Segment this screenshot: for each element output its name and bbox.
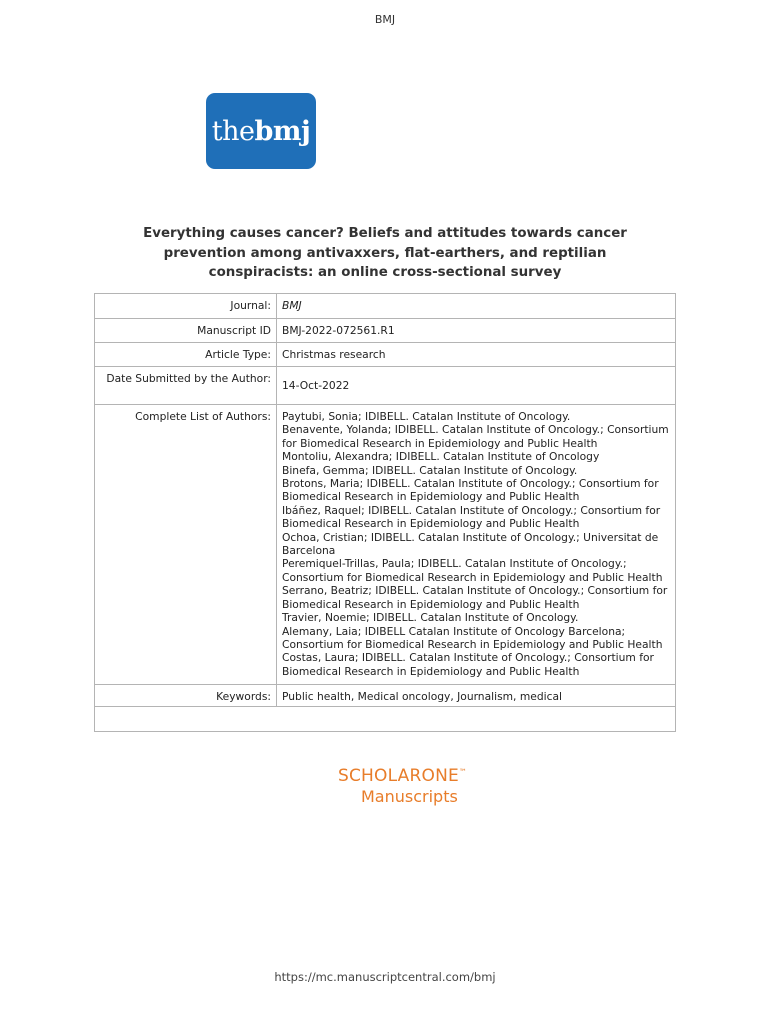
manuscript-metadata-table [94, 293, 676, 732]
authors-row [95, 405, 676, 685]
footer-url[interactable]: https://mc.manuscriptcentral.com/bmj [274, 970, 496, 984]
author-entry: Benavente, Yolanda; IDIBELL. Catalan Institute of Oncology.; Consortium for Biomedical Research in Epidemiology and Public Health [282, 423, 669, 450]
scholarone-logo [338, 766, 467, 786]
authors-label: Complete List of Authors: [95, 405, 277, 685]
article-type-value: Christmas research [277, 343, 676, 367]
author-entry: Serrano, Beatriz; IDIBELL. Catalan Institute of Oncology.; Consortium for Biomedical Research in Epidemiology and Public Health [282, 584, 668, 611]
article-type-label: Article Type: [95, 343, 277, 367]
author-entry: Travier, Noemie; IDIBELL. Catalan Institute of Oncology. [282, 611, 579, 625]
author-entry: Ochoa, Cristian; IDIBELL. Catalan Institute of Oncology.; Universitat de Barcelona [282, 530, 659, 558]
manuscripts-logo-text: Manuscripts [361, 787, 458, 806]
logo-text-bmj: bmj [254, 115, 311, 147]
author-entry: Costas, Laura; IDIBELL. Catalan Institute of Oncology.; Consortium for Biomedical Research in Epidemiology and Public Health [282, 651, 654, 678]
journal-label: Journal: [95, 294, 277, 319]
author-entry: Ibáñez, Raquel; IDIBELL. Catalan Institute of Oncology.; Consortium for Biomedical Research in Epidemiology and Public Health [282, 503, 661, 531]
manuscript-id-label: Manuscript ID [95, 319, 277, 343]
author-entry: Peremiquel-Trillas, Paula; IDIBELL. Catalan Institute of Oncology.; Consortium for Biomedical Research in Epidemiology and Public Health [282, 557, 663, 584]
trademark-symbol: ™ [458, 767, 468, 777]
logo-text-the: the [211, 115, 255, 147]
journal-value: BMJ [277, 294, 676, 319]
empty-cell [95, 707, 676, 732]
author-entry: Alemany, Laia; IDIBELL Catalan Institute of Oncology Barcelona; Consortium for Biomedical Research in Epidemiology and Public Health [282, 624, 663, 651]
author-entry: Paytubi, Sonia; IDIBELL. Catalan Institute of Oncology. [282, 410, 571, 423]
paper-title: Everything causes cancer? Beliefs and attitudes towards cancer prevention among antivaxxers, flat-earthers, and reptilian conspiracists: an online cross-sectional survey [143, 226, 627, 280]
keywords-label: Keywords: [95, 685, 277, 707]
author-entry: Brotons, Maria; IDIBELL. Catalan Institute of Oncology.; Consortium for Biomedical Research in Epidemiology and Public Health [282, 477, 659, 504]
scholarone-text: SCHOLARONE [338, 766, 459, 786]
keywords-value: Public health, Medical oncology, Journalism, medical [277, 685, 676, 707]
bmj-logo [206, 93, 316, 169]
date-submitted-value: 14-Oct-2022 [277, 367, 676, 405]
page-header: BMJ [374, 13, 396, 26]
author-entry: Montoliu, Alexandra; IDIBELL. Catalan Institute of Oncology [282, 450, 600, 464]
authors-list [277, 405, 676, 685]
author-entry: Binefa, Gemma; IDIBELL. Catalan Institute of Oncology. [282, 463, 578, 477]
date-submitted-label: Date Submitted by the Author: [95, 367, 277, 405]
journal-row [95, 294, 676, 319]
article-type-row [95, 343, 676, 367]
manuscript-id-row [95, 319, 676, 343]
empty-row [95, 707, 676, 732]
manuscript-id-value: BMJ-2022-072561.R1 [277, 319, 676, 343]
keywords-row [95, 685, 676, 707]
date-submitted-row [95, 367, 676, 405]
